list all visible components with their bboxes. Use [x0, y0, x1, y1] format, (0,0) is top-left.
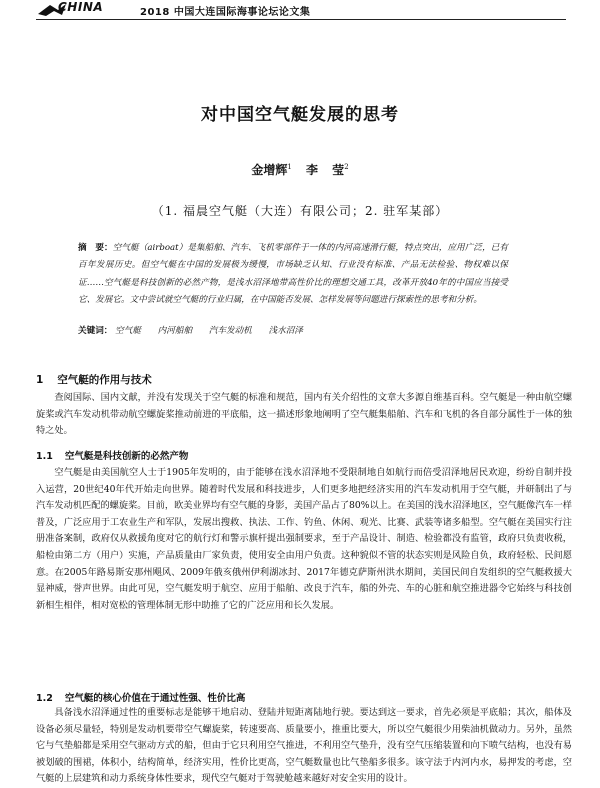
section-heading-1-2	[36, 690, 245, 704]
section-heading-1-1	[36, 448, 188, 462]
author-line	[0, 161, 600, 178]
author-name: 李 莹	[306, 163, 345, 177]
author-name: 金增辉	[251, 163, 288, 177]
keyword: 汽车发动机	[208, 326, 252, 336]
section-number: 1.1	[36, 451, 53, 462]
keyword: 空气艇	[115, 326, 141, 336]
abstract	[78, 240, 508, 309]
section-title: 空气艇是科技创新的必然产物	[64, 451, 189, 462]
affiliation: （1. 福晨空气艇（大连）有限公司；2. 驻军某部）	[151, 204, 449, 218]
body-paragraph: 空气艇是由美国航空人士于1905年发明的，由于能够在浅水沼泽地不受限制地自如航行而倍受沼泽地居民欢迎，纷纷自制并投入运营，20世纪40年代开始走向世界。随着时代发展和科技进步，人们更多地把经济实用的汽车发动机用于空气艇，并研制出了与汽车发动机匹配的螺旋桨。目前，欧美业界均有空气艇的身影，美国产品占了80%以上。在美国的浅水沼泽地区，空气艇像汽车一样普及，广泛应用于工农业生产和军队，发展出搜救、执法、工作、钓鱼、休闲、观光、比赛、武装等诸多船型。空气艇在美国实行注册准备案制，政府仅从救援角度对它的航行灯和警示旗杆提出强制要求，至于产品设计、制造、检验都没有监管，政府只负责收税，船检由第二方（用户）实施，产品质量由厂家负责，使用安全由用户负责。这种貌似不管的状态实则是风险自负，政府轻松、民间愿意。在2005年路易斯安那州飓风、2009年俄亥俄州伊利湖冰封、2017年德克萨斯州洪水期间，美国民间自发组织的空气艇救援大显神威，誉声世界。由此可见，空气艇发明于航空、应用于船舶、改良于汽车，船的外壳、车的心脏和航空推进器令它始终与科技创新相生相伴，相对宽松的管理体制无形中助推了它的广泛应用和长久发展。	[36, 467, 572, 611]
keyword: 浅水沼泽	[268, 326, 303, 336]
abstract-text: 空气艇（airboat）是集船舶、汽车、飞机零部件于一体的内河高速滑行艇，特点突出，应用广泛，已有百年发展历史。但空气艇在中国的发展极为缓慢，市场缺乏认知、行业没有标准、产品无法检验、物权难以保证……空气艇是科技创新的必然产物，是浅水沼泽地带高性价比的理想交通工具，改革开放40年的中国应当接受它、发展它。文中尝试就空气艇的行业归属，在中国能否发展、怎样发展等问题进行探索性的思考和分析。	[78, 243, 508, 305]
author-affil-marker: 1	[287, 163, 292, 171]
body-paragraph: 具备浅水沼泽通过性的重要标志是能够干地启动、登陆并短距离陆地行驶。要达到这一要求，首先必须是平底船；其次，船体及设备必须尽量轻，特别是发动机要带空气螺旋桨，转速要高、质量要小，推重比要大，所以空气艇很少用柴油机做动力。另外，虽然它与气垫船都是采用空气驱动方式的船，但由于它只利用空气推进，不利用空气垫升，没有空气压缩装置和向下喷气结构，也没有易被划破的围裙，体积小，结构简单，经济实用，性价比更高，空气艇数量也比气垫船多很多。该守法于内河内水，易押发的考虑，空气艇的上层建筑和动力系统身体性要求，现代空气艇对于驾驶舱越来越好对安全实用的设计。	[36, 707, 572, 785]
logo-text: CHINA	[58, 0, 104, 14]
body-paragraph: 查阅国际、国内文献，并没有发现关于空气艇的标准和规范，国内有关介绍性的文章大多源自维基百科。空气艇是一种由航空螺旋桨或汽车发动机带动航空螺旋桨推动前进的平底船，这一描述形象地阐明了空气艇集船舶、汽车和飞机的各自部分属性于一体的独特之处。	[36, 392, 572, 437]
section-title: 空气艇的作用与技术	[57, 374, 152, 386]
section-title: 空气艇的核心价值在于通过性强、性价比高	[64, 693, 246, 704]
header-rule	[36, 19, 566, 20]
paper-title: 对中国空气艇发展的思考	[201, 105, 399, 125]
section-number: 1.2	[36, 693, 53, 704]
abstract-label: 摘 要：	[78, 243, 113, 253]
keywords	[78, 324, 508, 338]
keywords-label: 关键词：	[78, 326, 113, 336]
running-head: 2018 中国大连国际海事论坛论文集	[140, 7, 311, 18]
page-header	[0, 0, 600, 22]
keyword: 内河船舶	[157, 326, 193, 336]
section-heading-1	[36, 372, 152, 387]
author-affil-marker: 2	[344, 163, 349, 171]
section-number: 1	[36, 374, 44, 386]
